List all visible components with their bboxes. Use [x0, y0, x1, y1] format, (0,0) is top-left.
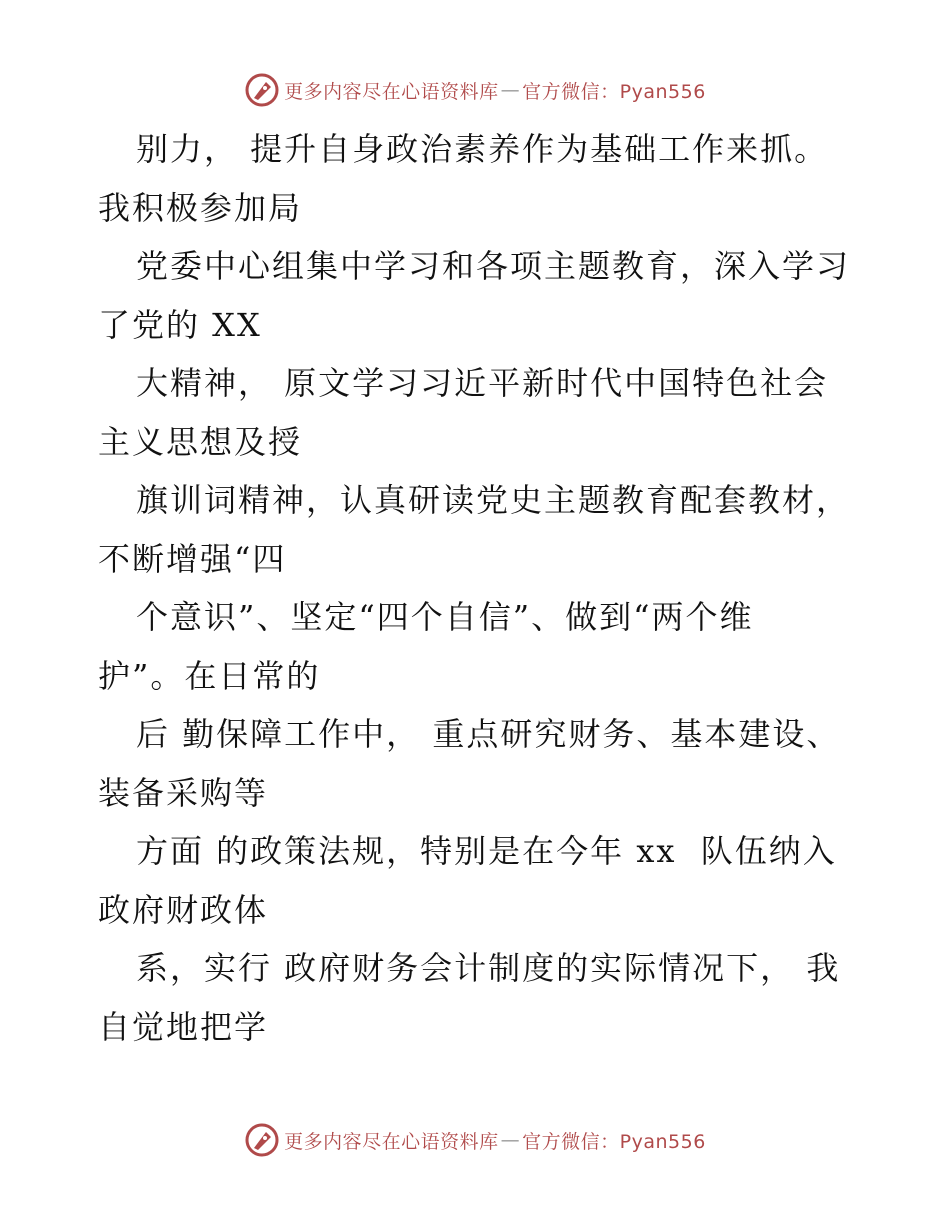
text-line: 旗训词精神，认真研读党史主题教育配套教材，: [136, 481, 851, 519]
text-line: 主义思想及授: [98, 422, 303, 461]
banner-separator: —: [500, 1129, 521, 1151]
banner-wechat: 官方微信：Pyan556: [522, 80, 706, 103]
text-line: 自觉地把学: [98, 1007, 269, 1046]
text-line: 政府财政体: [98, 890, 269, 929]
text-line: 不断增强“四: [98, 539, 287, 578]
text-line: 大精神， 原文学习习近平新时代中国特色社会: [136, 364, 829, 402]
text-line: 了党的 XX: [98, 305, 262, 344]
text-line: 个意识”、坚定“四个自信”、做到“两个维: [136, 598, 754, 636]
banner-text: 更多内容尽在心语资料库: [284, 1130, 499, 1153]
header-banner: [0, 70, 950, 110]
text-line: 别力， 提升自身政治素养作为基础工作来抓。: [136, 130, 829, 168]
banner-wechat: 官方微信：Pyan556: [522, 1130, 706, 1153]
document-body: [98, 120, 858, 1056]
pen-nib-logo-icon: [244, 72, 280, 108]
text-line: 护”。在日常的: [98, 656, 321, 695]
banner-text: 更多内容尽在心语资料库: [284, 80, 499, 103]
pen-nib-logo-icon: [244, 1122, 280, 1158]
text-line: 装备采购等: [98, 773, 269, 812]
text-line: 系，实行 政府财务会计制度的实际情况下， 我: [136, 949, 841, 987]
text-line: 后 勤保障工作中， 重点研究财务、基本建设、: [136, 715, 841, 753]
text-line: 我积极参加局: [98, 188, 303, 227]
banner-separator: —: [500, 79, 521, 101]
text-line: 方面 的政策法规，特别是在今年 xx 队伍纳入: [136, 832, 837, 870]
footer-banner: [0, 1120, 950, 1160]
text-line: 党委中心组集中学习和各项主题教育，深入学习: [136, 247, 851, 285]
